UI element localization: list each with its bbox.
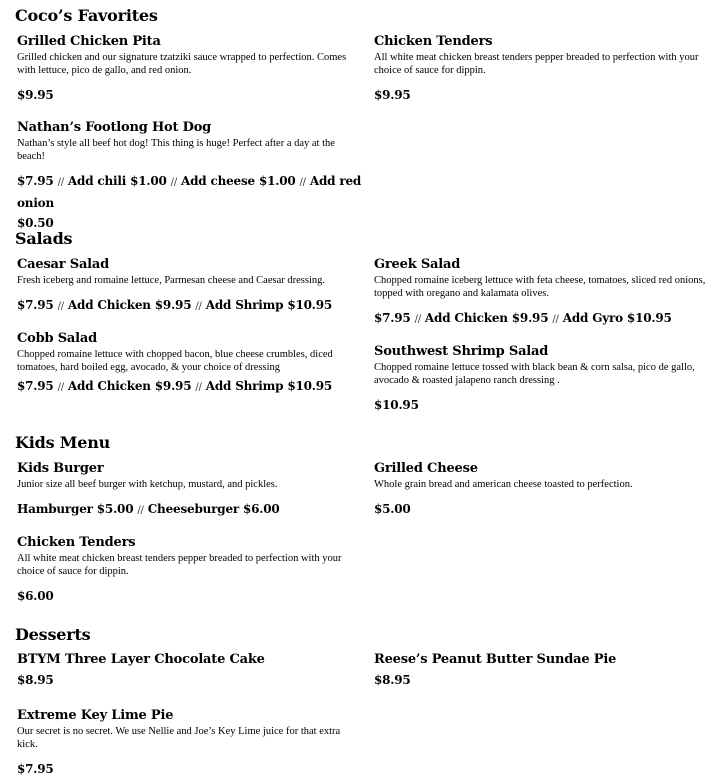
- item-price: $9.95: [17, 88, 54, 102]
- item-description: Chopped romaine lettuce tossed with black bean & corn salsa, pico de gallo, avocado & roasted jalapeno ranch dressing .: [374, 362, 695, 386]
- item-description: Whole grain bread and american cheese toasted to perfection.: [374, 479, 633, 490]
- item-price: $8.95: [17, 673, 54, 687]
- menu-item-nathans-footlong-hot-dog: [17, 120, 362, 233]
- section-title-desserts: Desserts: [15, 625, 91, 644]
- item-description: Fresh iceberg and romaine lettuce, Parmesan cheese and Caesar dressing.: [17, 275, 325, 286]
- menu-item-grilled-cheese: [374, 461, 719, 519]
- menu-item-cobb-salad: [17, 331, 362, 398]
- item-price-options: $7.95 // Add Chicken $9.95 // Add Shrimp $10.95: [17, 298, 333, 312]
- item-description: Nathan’s style all beef hot dog! This thing is huge! Perfect after a day at the beach!: [17, 138, 335, 162]
- item-price: $10.95: [374, 398, 419, 412]
- item-description: Junior size all beef burger with ketchup, mustard, and pickles.: [17, 479, 278, 490]
- item-price-options: $7.95 // Add Chicken $9.95 // Add Shrimp $10.95: [17, 379, 333, 393]
- item-name: Nathan’s Footlong Hot Dog: [17, 120, 212, 135]
- section-title-kids-menu: Kids Menu: [15, 433, 111, 452]
- item-name: Greek Salad: [374, 257, 461, 272]
- menu-item-greek-salad: [374, 257, 719, 330]
- menu-item-kids-burger: [17, 461, 362, 521]
- item-description: Grilled chicken and our signature tzatziki sauce wrapped to perfection. Comes with lettuce, pico de gallo, and red onion.: [17, 52, 347, 76]
- menu-item-reeses-sundae-pie: [374, 652, 719, 690]
- item-name: Chicken Tenders: [17, 535, 136, 550]
- item-price: $5.00: [374, 502, 411, 516]
- item-description: Chopped romaine iceberg lettuce with feta cheese, tomatoes, sliced red onions, topped with oregano and kalamata olives.: [374, 275, 706, 299]
- item-price-options: Hamburger $5.00 // Cheeseburger $6.00: [17, 502, 280, 516]
- item-price: $6.00: [17, 589, 54, 603]
- item-name: BTYM Three Layer Chocolate Cake: [17, 652, 265, 667]
- menu-item-caesar-salad: [17, 257, 362, 317]
- item-name: Kids Burger: [17, 461, 104, 476]
- item-name: Cobb Salad: [17, 331, 97, 346]
- item-name: Reese’s Peanut Butter Sundae Pie: [374, 652, 617, 667]
- menu-item-kids-chicken-tenders: [17, 535, 362, 606]
- menu-item-southwest-shrimp-salad: [374, 344, 719, 415]
- item-name: Chicken Tenders: [374, 34, 493, 49]
- menu-item-extreme-key-lime-pie: [17, 708, 362, 779]
- item-price: $7.95: [17, 762, 54, 776]
- item-description: All white meat chicken breast tenders pepper breaded to perfection with your choice of sauce for dippin.: [17, 553, 342, 577]
- item-description: Our secret is no secret. We use Nellie and Joe’s Key Lime juice for that extra kick.: [17, 726, 341, 750]
- item-name: Southwest Shrimp Salad: [374, 344, 549, 359]
- item-name: Grilled Chicken Pita: [17, 34, 161, 49]
- item-price: $9.95: [374, 88, 411, 102]
- item-description: Chopped romaine lettuce with chopped bacon, blue cheese crumbles, diced tomatoes, hard boiled egg, avocado, & your choice of dressing: [17, 349, 333, 373]
- item-price-options: $7.95 // Add Chicken $9.95 // Add Gyro $10.95: [374, 311, 672, 325]
- item-price: $8.95: [374, 673, 411, 687]
- section-title-salads: Salads: [15, 229, 73, 248]
- menu-item-chicken-tenders: [374, 34, 719, 105]
- item-name: Grilled Cheese: [374, 461, 478, 476]
- menu-item-btym-chocolate-cake: [17, 652, 362, 690]
- item-name: Extreme Key Lime Pie: [17, 708, 174, 723]
- item-name: Caesar Salad: [17, 257, 110, 272]
- menu-item-grilled-chicken-pita: [17, 34, 362, 105]
- item-description: All white meat chicken breast tenders pepper breaded to perfection with your choice of sauce for dippin.: [374, 52, 699, 76]
- section-title-cocos-favorites: Coco’s Favorites: [15, 6, 158, 25]
- item-price-options: $7.95 // Add chili $1.00 // Add cheese $1.00 // Add red onion $0.50: [17, 174, 362, 230]
